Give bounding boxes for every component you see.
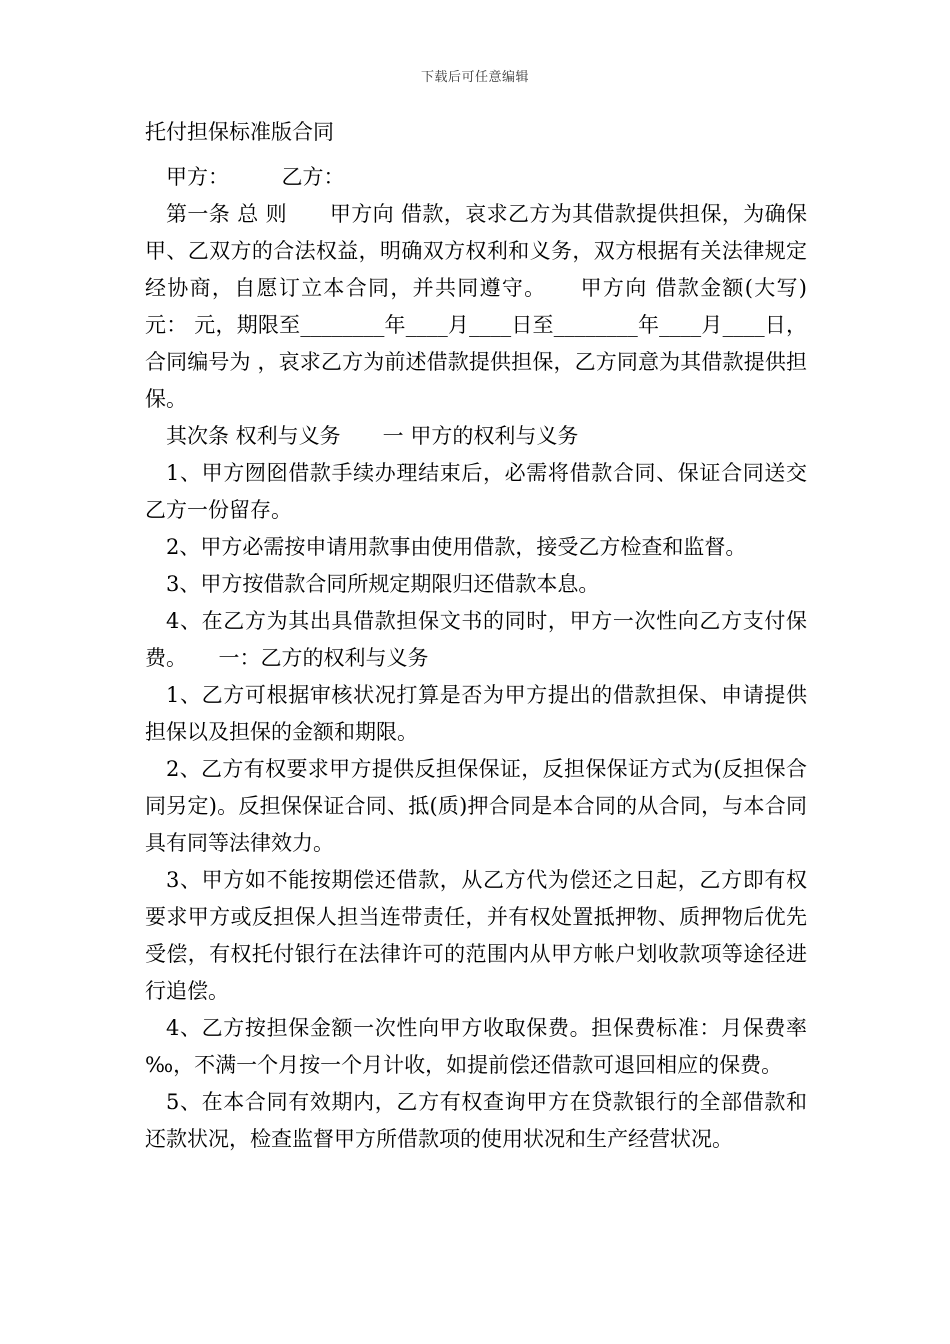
party-b-clause-5: 5、在本合同有效期内，乙方有权查询甲方在贷款银行的全部借款和还款状况，检查监督甲方所借款项的使用状况和生产经营状况。	[145, 1090, 807, 1151]
party-a-clause-1: 1、甲方囫囵借款手续办理结束后，必需将借款合同、保证合同送交乙方一份留存。	[145, 461, 807, 522]
party-b-clause-1: 1、乙方可根据审核状况打算是否为甲方提出的借款担保、申请提供担保以及担保的金额和期限。	[145, 683, 807, 744]
party-a-clause-3: 3、甲方按借款合同所规定期限归还借款本息。	[166, 572, 600, 596]
document-title: 托付担保标准版合同	[145, 120, 334, 144]
party-b-clause-4: 4、乙方按担保金额一次性向甲方收取保费。担保费标准：月保费率 ‰，不满一个月按一个月计收，如提前偿还借款可退回相应的保费。	[145, 1016, 807, 1077]
parties-line: 甲方： 乙方：	[166, 165, 345, 189]
page-header-note: 下载后可任意编辑	[420, 70, 529, 85]
document-body	[145, 114, 807, 1158]
party-a-clause-2: 2、甲方必需按申请用款事由使用借款，接受乙方检查和监督。	[166, 535, 747, 559]
party-b-clause-2: 2、乙方有权要求甲方提供反担保保证，反担保保证方式为(反担保合同另定)。反担保保证合同、抵(质)押合同是本合同的从合同，与本合同具有同等法律效力。	[145, 757, 807, 855]
article-1-paragraph: 第一条 总 则 甲方向 借款，哀求乙方为其借款提供担保，为确保甲、乙双方的合法权益，明确双方权利和义务，双方根据有关法律规定经协商，自愿订立本合同，并共同遵守。 甲方向 借款金额(大写) 元： 元，期限至________年____月____日至________年____月____日，合同编号为 ，哀求乙方为前述借款提供担保，乙方同意为其借款提供担保。	[145, 202, 807, 411]
article-2-heading: 其次条 权利与义务 一 甲方的权利与义务	[166, 424, 579, 448]
party-a-clause-4: 4、在乙方为其出具借款担保文书的同时，甲方一次性向乙方支付保费。 一：乙方的权利与义务	[145, 609, 807, 670]
party-b-clause-3: 3、甲方如不能按期偿还借款，从乙方代为偿还之日起，乙方即有权要求甲方或反担保人担当连带责任，并有权处置抵押物、质押物后优先受偿，有权托付银行在法律许可的范围内从甲方帐户划收款项等途径进行追偿。	[145, 868, 807, 1003]
